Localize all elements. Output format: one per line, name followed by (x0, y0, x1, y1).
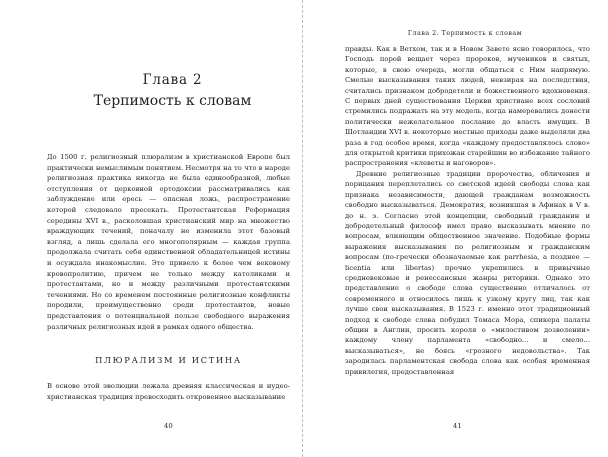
body-text (345, 44, 590, 377)
chapter-label: Глава 2 (142, 72, 203, 88)
section-heading: ПЛЮРАЛИЗМ И ИСТИНА (95, 355, 242, 365)
body-text: До 1500 г. религиозный плюрализм в христианской Европе был практически немыслимым понятием. Несмотря на то что в народе религиозная практика никогда не была единообразной, любые отступления от церковной ортодоксии рассматривались как заблуждение или ересь — опасная ложь, распространение которой следовало пресекать. Протестантская Реформация середины XVI в., расколовшая христианский мир на множество враждующих течений, поначалу не изменила этот базовый взгляд, а лишь сделала его многополярным — каждая группа продолжала считать себя единственной обладательницей истины и осуждала инакомыслие. Это привело к более чем вековому кровопролитию, причем не только между католиками и протестантами, но и между различными протестантскими течениями. Но со временем постоянные религиозные конфликты породили, преимущественно среди протестантов, новые представления о потенциальной пользе свободного выражения различных религиозных идей в рамках одного общества. (47, 153, 290, 331)
paragraph: Древние религиозные традиции пророчества, обличения и порицания переплетались со светской идеей свободы слова как признака независимости, дающей гражданам возможность свободно высказываться. Демократия, возникшая в Афинах в V в. до н. э. Согласно этой концепции, свободный гражданин и добродетельный философ имел право высказывать мнение по вопросам, влияющим общественное значение. Подобные формы выражения высказывания по религиозным и гражданским вопросам (по-гречески обозначаемые как parrhesia, а позднее — licentia или libertas) прочно укрепились в привычные средневековые и ренессансные жанры риторики. Однако это представление о свободе слова существенно отличалось от современного и относилось лишь к узкому кругу лиц, так как лучше свои высказывания. В 1523 г. именно этот традиционный подход к свободе слова побудил Томаса Мора, спикера палаты общин в Англии, просить короля о «милостивом дозволении» каждому члену парламента «свободно... и смело... высказываться», не боясь «грозного недовольства». Так зародилась парламентская свобода слова как особая временная привилегия, предоставленная (345, 169, 590, 376)
right-page (305, 0, 608, 457)
page-number: 40 (164, 422, 173, 430)
left-page (0, 0, 303, 457)
page-gutter-divider (302, 0, 304, 457)
paragraph: правды. Как в Ветхом, так и в Новом Завете ясно говорилось, что Господь порой вещает через пророков, мучеников и святых, которые, в свою очередь, могли общаться с Ним напрямую. Смелые высказывания таких людей, невзирая на последствия, считались признаком добродетели и божественного вдохновения. С первых дней существования Церкви христиане всех сословий стремились подражать на эту модель, когда намеревались донести политически нежелательное послание до власть имущих. В Шотландии XVI в. некоторые местные приходы даже выделяли два раза в год особое время, когда «каждому предоставлялось слово» для открытой критики прихожан старейшин во избежание тайного распространения «клеветы и наговоров». (345, 45, 590, 168)
body-text-continued: В основе этой эволюции лежала древняя классическая и иудео-христианская традиция превосходить откровенное высказывание (47, 382, 290, 401)
page-number: 41 (453, 422, 462, 430)
running-head: Глава 2. Терпимость к словам (407, 30, 523, 37)
chapter-title: Терпимость к словам (93, 93, 252, 109)
